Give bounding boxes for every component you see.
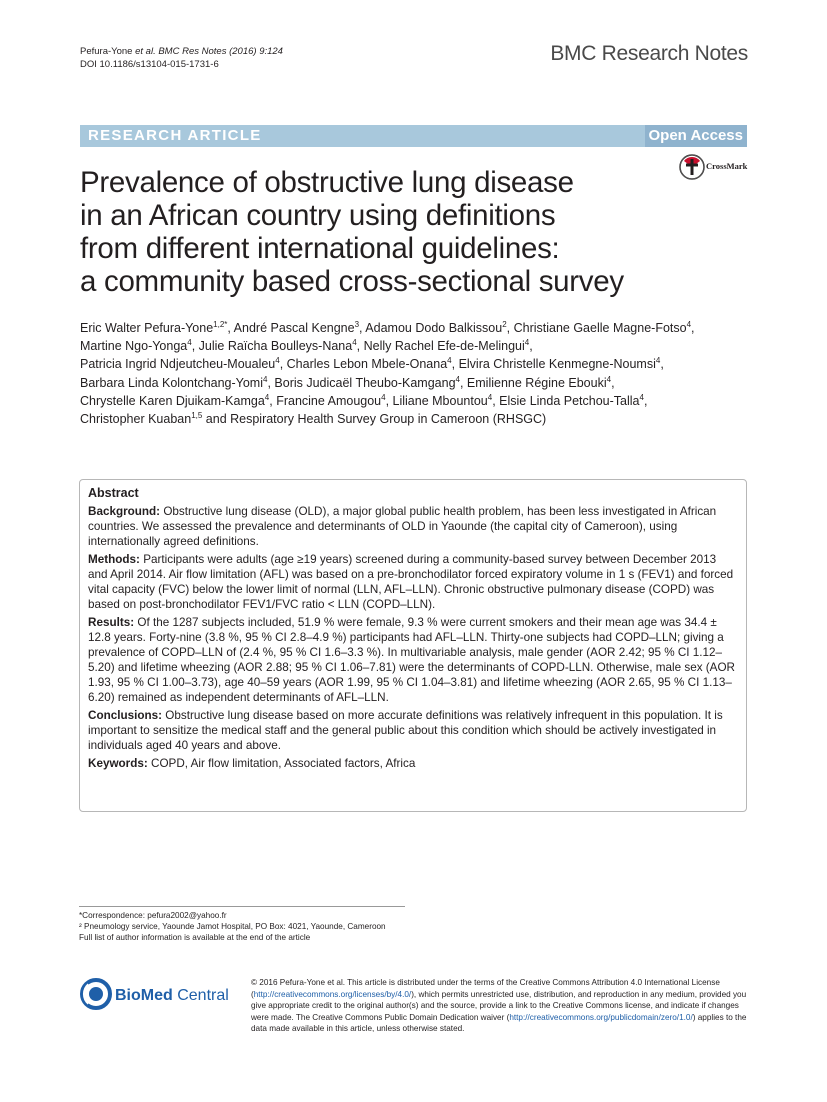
- license-text: [251, 977, 747, 1035]
- author-affil: 4: [455, 374, 460, 384]
- author-name: , Charles Lebon Mbele-Onana: [279, 357, 448, 372]
- license-part: © 2016 Pefura-Yone et al. This article is distributed under the terms of the Creative Commons Attribution 4.0 International License (: [251, 978, 720, 999]
- logo-text-regular: Central: [172, 987, 229, 1004]
- citation-line: [80, 45, 283, 58]
- author-list: [80, 319, 750, 428]
- author-line: [80, 410, 750, 428]
- journal-name: BMC Research Notes: [550, 42, 748, 65]
- background-label: Background:: [88, 505, 161, 518]
- cc-by-link[interactable]: http://creativecommons.org/licenses/by/4.0/: [253, 989, 412, 999]
- author-name: Patricia Ingrid Ndjeutcheu-Moualeu: [80, 357, 276, 372]
- author-affil: 4: [263, 374, 268, 384]
- author-affil: 2: [502, 319, 507, 329]
- author-affil: 4: [275, 356, 280, 366]
- author-affil: 4: [655, 356, 661, 366]
- author-name: Barbara Linda Kolontchang-Yomi: [80, 375, 263, 390]
- author-line: Barbara Linda Kolontchang-Yomi$^4$, Boris Judicaël Theubo-Kamgang$^4$, Emilienne Régine Ebouki$^4$,: [80, 374, 615, 390]
- footnotes: [79, 910, 409, 943]
- citation-journal: et al. BMC Res Notes: [135, 46, 227, 57]
- author-affil: 1,2*: [213, 319, 228, 329]
- abstract-conclusions: [88, 708, 738, 753]
- author-name: , Boris Judicaël Theubo-Kamgang: [267, 375, 456, 390]
- title-line: in an African country using definitions: [80, 199, 556, 232]
- correspondence[interactable]: *Correspondence: pefura2002@yahoo.fr: [79, 911, 227, 920]
- author-name: , Elsie Linda Petchou-Talla: [492, 393, 640, 408]
- citation-volume: (2016) 9:124: [226, 46, 283, 57]
- abstract-keywords: [88, 756, 738, 771]
- author-affil: 1,5: [191, 410, 203, 420]
- author-name: Eric Walter Pefura-Yone: [80, 321, 214, 335]
- author-affil: 4: [447, 356, 452, 366]
- methods-text: Participants were adults (age ≥19 years) screened during a community-based survey between December 2013 and April 2014. Air flow limitation (AFL) was based on a pre-bronchodilator forced expiratory volume in 1 s (FEV1) and forced vital capacity (FVC) below the lower limit of normal (LLN, AFL–LLN). Chronic obstructive pulmonary disease (COPD) was based on post-bronchodilator FEV1/FVC ratio < LLN (COPD–LLN).: [88, 553, 734, 611]
- author-line: Martine Ngo-Yonga$^4$, Julie Raïcha Boulleys-Nana$^4$, Nelly Rachel Efe-de-Melingui$^4$,: [80, 338, 533, 354]
- footnote-divider: [79, 906, 405, 907]
- author-name: , Francine Amougou: [269, 393, 382, 408]
- author-line: Eric Walter Pefura-Yone$^{1,2*}$, André Pascal Kengne$^3$, Adamou Dodo Balkissou$^2$, Christiane Gaelle Magne-Fotso$^4$,: [80, 319, 695, 335]
- abstract-results: [88, 615, 738, 705]
- author-name: Martine Ngo-Yonga: [80, 339, 188, 354]
- crossmark-label[interactable]: CrossMark: [706, 161, 748, 171]
- author-affil: 3: [354, 319, 360, 329]
- author-affil: 4: [606, 374, 612, 384]
- author-line: Chrystelle Karen Djuikam-Kamga$^4$, Francine Amougou$^4$, Liliane Mbountou$^4$, Elsie Linda Petchou-Talla$^4$,: [80, 392, 648, 408]
- abstract-background: [88, 504, 738, 549]
- biomed-central-logo: [79, 976, 239, 1012]
- title-line: Prevalence of obstructive lung disease: [80, 166, 574, 199]
- author-name: , André Pascal Kengne: [227, 321, 355, 335]
- keywords-label: Keywords:: [88, 757, 148, 770]
- author-name: , Nelly Rachel Efe-de-Melingui: [356, 339, 525, 354]
- conclusions-text: Obstructive lung disease based on more accurate definitions was relatively infrequent in this population. It is important to sensitize the medical staff and the general public about this condition which should be actively investigated in individuals aged 40 years and above.: [88, 709, 723, 752]
- author-affil: 4: [381, 392, 386, 402]
- citation-doi[interactable]: DOI 10.1186/s13104-015-1731-6: [80, 59, 219, 70]
- results-text: Of the 1287 subjects included, 51.9 % were female, 9.3 % were current smokers and their mean age was 34.4 ± 12.8 years. Forty-nine (3.8 %, 95 % CI 2.8–4.9 %) participants had AFL–LLN. Thirty-one subjects had COPD–LLN; giving a prevalence of COPD–LLN of (2.4 %, 95 % CI 1.6–3.3 %). In multivariable analysis, male gender (AOR 2.42; 95 % CI 1.12–5.20) and lifetime wheezing (AOR 2.88; 95 % CI 1.06–7.81) were the determinants of COPD-LLN. Otherwise, male sex (AOR 1.93, 95 % CI 1.00–3.73), age 40–59 years (AOR 1.99, 95 % CI 1.04–3.81) and lifetime wheezing (AOR 2.65, 95 % CI 1.13–6.20) remained as independent determinants of AFL–LLN.: [88, 616, 736, 704]
- author-name: , Liliane Mbountou: [385, 393, 488, 408]
- citation-header: [80, 45, 283, 71]
- logo-text-bold: BioMed: [115, 987, 173, 1004]
- author-affil: 4: [264, 392, 270, 402]
- author-affil: 4: [487, 392, 493, 402]
- conclusions-label: Conclusions:: [88, 709, 163, 722]
- abstract-methods: [88, 552, 738, 612]
- author-name: , Julie Raïcha Boulleys-Nana: [191, 339, 353, 354]
- abstract-heading: Abstract: [88, 486, 139, 500]
- author-affil: 4: [639, 392, 644, 402]
- citation-author: Pefura-Yone: [80, 46, 136, 57]
- author-group: and Respiratory Health Survey Group in Cameroon (RHSGC): [202, 412, 547, 427]
- author-name: , Adamou Dodo Balkissou: [359, 321, 503, 335]
- license-part: ) applies to the data made available in this article, unless otherwise stated.: [251, 1012, 747, 1033]
- author-name: Christopher Kuaban: [80, 412, 192, 427]
- open-access-badge: Open Access: [645, 125, 748, 147]
- author-affil: 4: [187, 338, 192, 348]
- article-title: [80, 166, 680, 298]
- author-name: , Christiane Gaelle Magne-Fotso: [506, 321, 687, 335]
- author-affil: 4: [686, 319, 692, 329]
- svg-text:BioMed Central: [115, 987, 229, 1004]
- cc-zero-link[interactable]: http://creativecommons.org/publicdomain/zero/1.0/: [509, 1012, 693, 1022]
- methods-label: Methods:: [88, 553, 140, 566]
- author-affil: 4: [352, 338, 357, 348]
- affiliation-note: ² Pneumology service, Yaounde Jamot Hospital, PO Box: 4021, Yaounde, Cameroon: [79, 922, 386, 931]
- keywords-text: COPD, Air flow limitation, Associated factors, Africa: [151, 757, 416, 770]
- results-label: Results:: [88, 616, 135, 629]
- license-part: ), which permits unrestricted use, distribution, and reproduction in any medium, provided you give appropriate credit to the original author(s) and the source, provide a link to the Creative Commons license, and indicate if changes were made. The Creative Commons Public Domain Dedication waiver (: [251, 989, 747, 1022]
- article-type: RESEARCH ARTICLE: [88, 127, 262, 144]
- author-name: , Elvira Christelle Kenmegne-Noumsi: [451, 357, 656, 372]
- background-text: Obstructive lung disease (OLD), a major global public health problem, has been less investigated in African countries. We assessed the prevalence and determinants of OLD in Yaounde (the capital city of Cameroon), using internationally agreed definitions.: [88, 505, 717, 548]
- author-line: Patricia Ingrid Ndjeutcheu-Moualeu$^4$, Charles Lebon Mbele-Onana$^4$, Elvira Christelle Kenmegne-Noumsi$^4$,: [80, 356, 664, 372]
- author-name: Chrystelle Karen Djuikam-Kamga: [80, 393, 265, 408]
- title-line: from different international guidelines:: [80, 232, 560, 265]
- author-name: , Emilienne Régine Ebouki: [459, 375, 607, 390]
- title-line: a community based cross-sectional survey: [80, 265, 624, 298]
- author-affil: 4: [524, 338, 530, 348]
- abstract-content: [88, 486, 738, 774]
- full-list-note: Full list of author information is available at the end of the article: [79, 933, 311, 942]
